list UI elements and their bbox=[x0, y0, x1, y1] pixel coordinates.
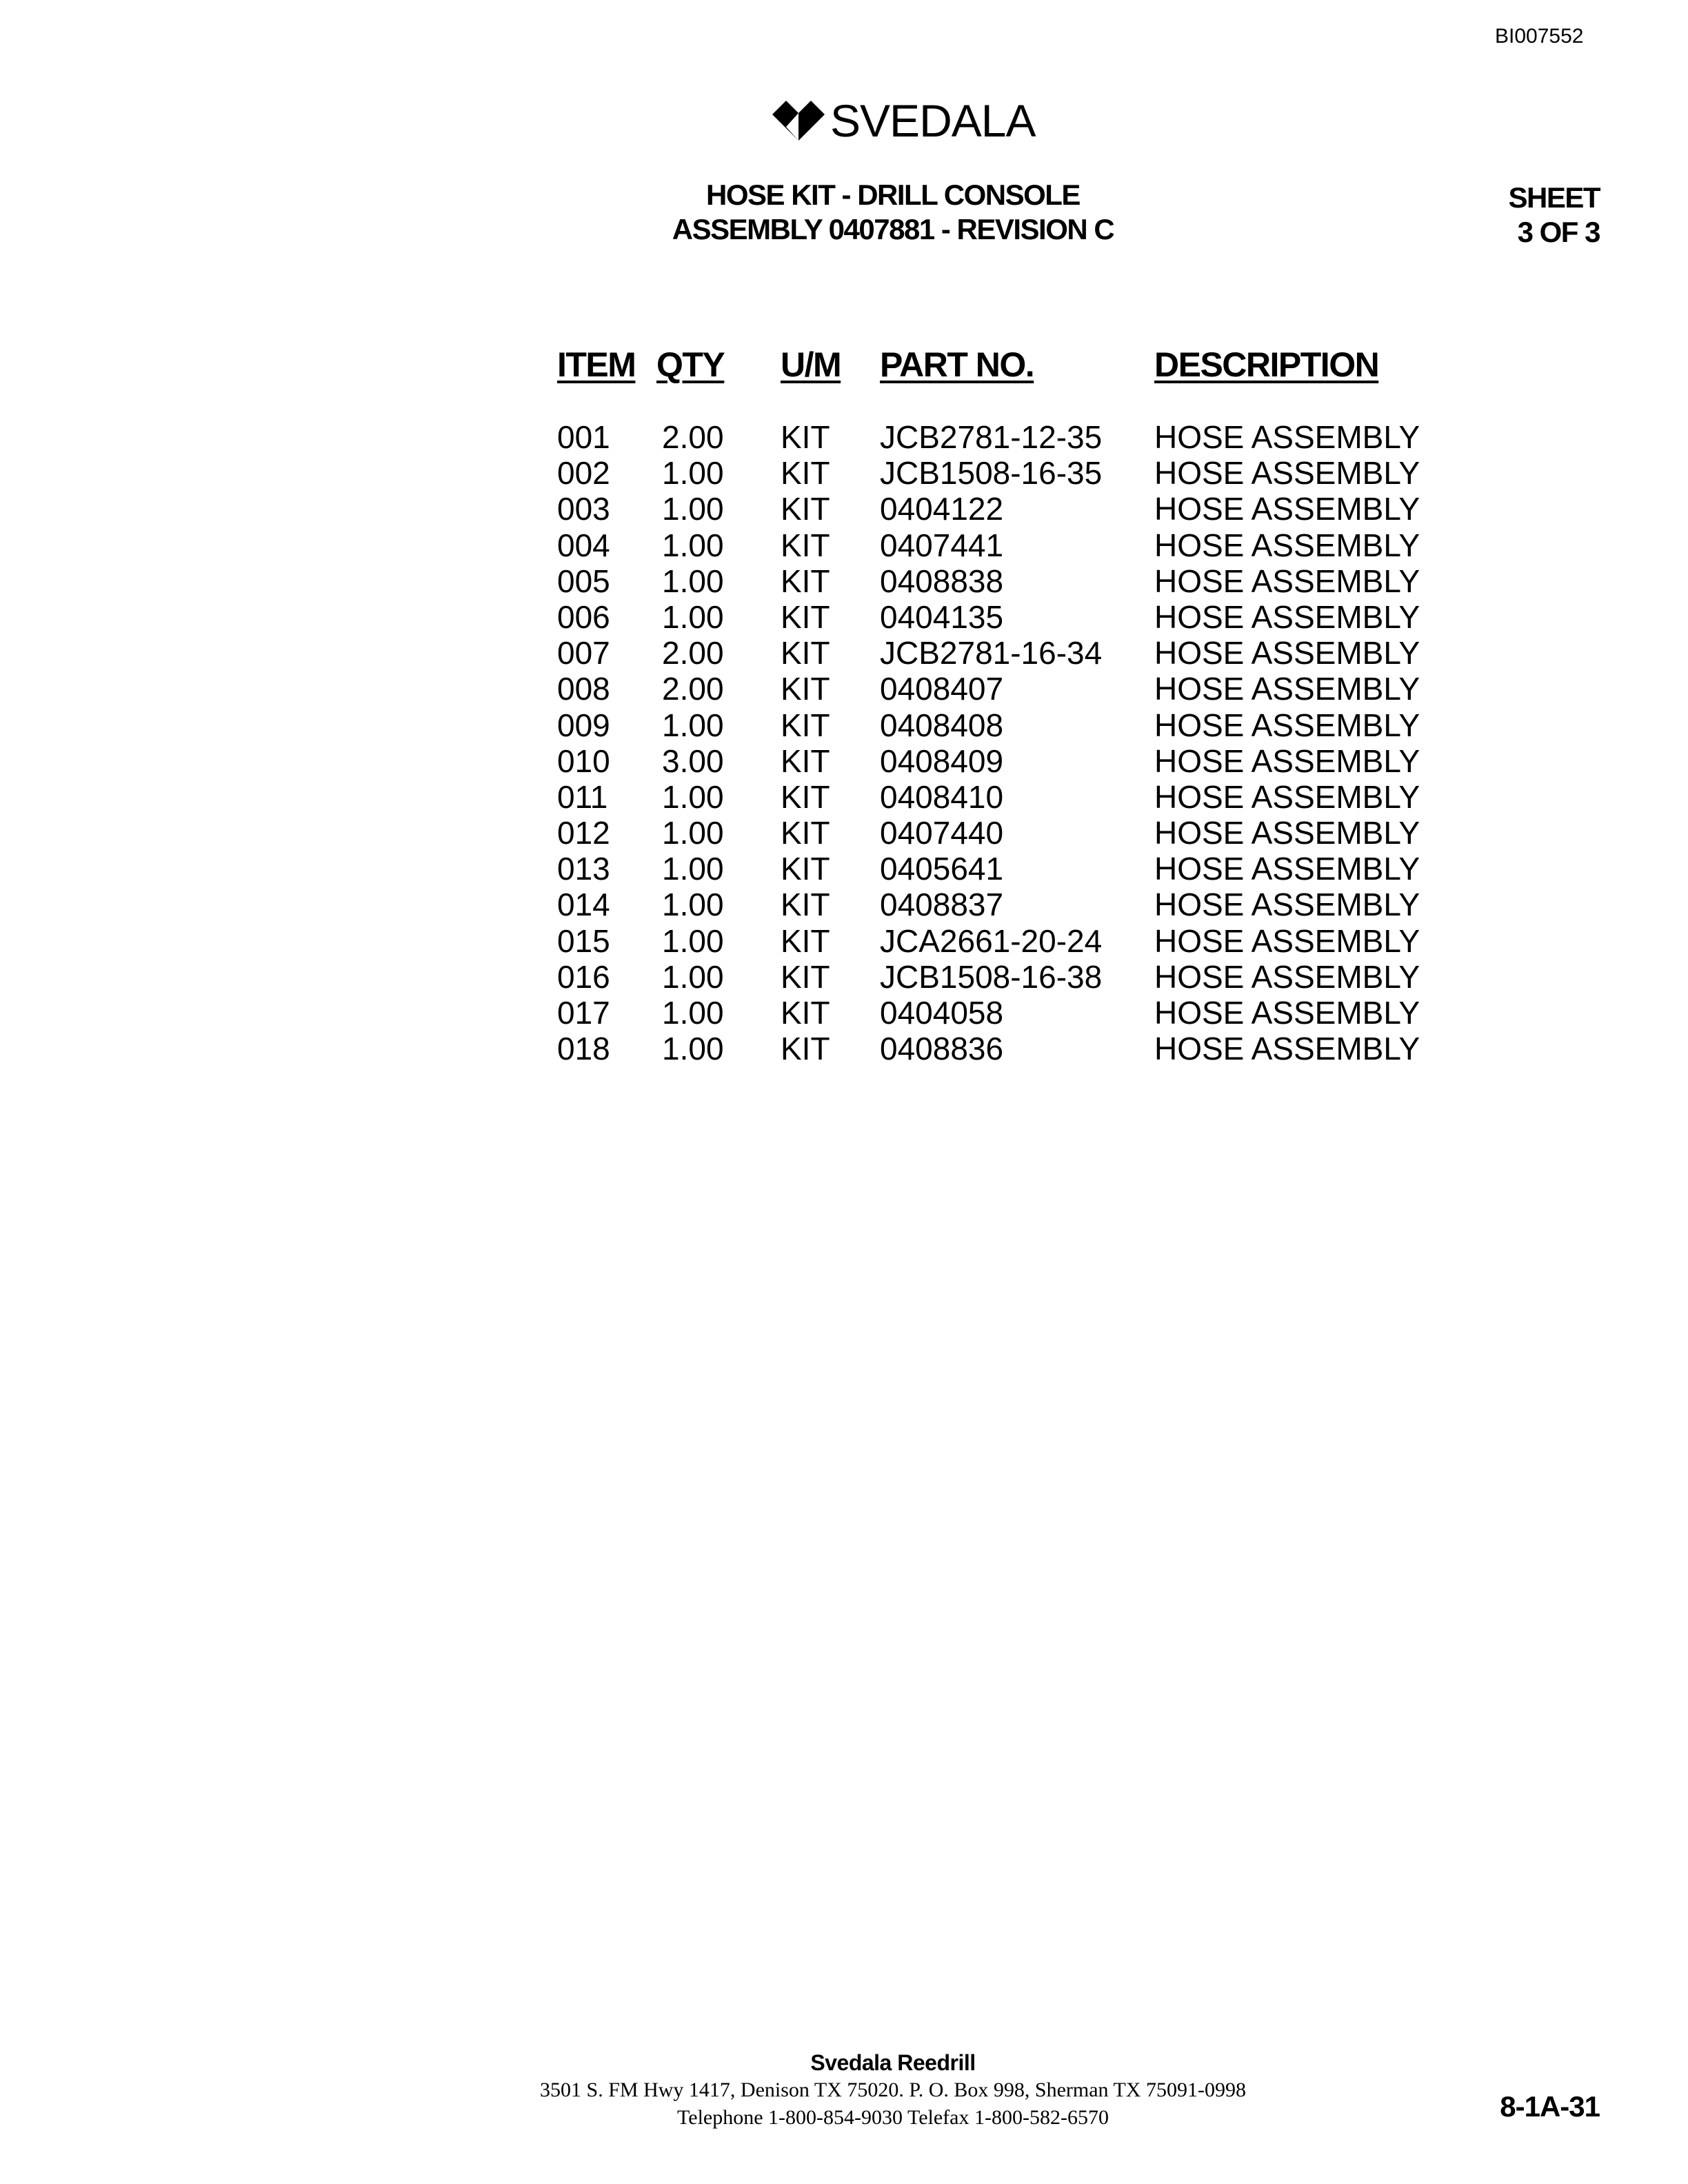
cell-um: KIT bbox=[781, 419, 830, 455]
svedala-diamond-icon bbox=[771, 99, 827, 142]
cell-qty: 1.00 bbox=[662, 995, 724, 1031]
header-description: DESCRIPTION bbox=[1154, 345, 1379, 384]
cell-um: KIT bbox=[781, 527, 830, 563]
cell-item: 017 bbox=[557, 995, 610, 1031]
cell-um: KIT bbox=[781, 958, 830, 995]
cell-item: 007 bbox=[557, 635, 610, 671]
cell-qty: 1.00 bbox=[662, 851, 724, 887]
cell-part-no: 0404122 bbox=[880, 491, 1004, 527]
cell-qty: 3.00 bbox=[662, 742, 724, 779]
cell-part-no: JCB1508-16-35 bbox=[880, 455, 1103, 492]
cell-part-no: 0407440 bbox=[880, 815, 1004, 851]
cell-description: HOSE ASSEMBLY bbox=[1154, 851, 1420, 887]
cell-description: HOSE ASSEMBLY bbox=[1154, 598, 1420, 635]
footer-company: Svedala Reedrill bbox=[810, 2050, 976, 2075]
cell-description: HOSE ASSEMBLY bbox=[1154, 707, 1420, 743]
document-id: BI007552 bbox=[1495, 25, 1584, 48]
cell-part-no: JCB1508-16-38 bbox=[880, 958, 1103, 995]
cell-um: KIT bbox=[781, 922, 830, 959]
cell-um: KIT bbox=[781, 563, 830, 599]
cell-um: KIT bbox=[781, 491, 830, 527]
cell-part-no: JCB2781-12-35 bbox=[880, 419, 1103, 455]
cell-um: KIT bbox=[781, 887, 830, 923]
cell-qty: 1.00 bbox=[662, 707, 724, 743]
cell-description: HOSE ASSEMBLY bbox=[1154, 491, 1420, 527]
cell-description: HOSE ASSEMBLY bbox=[1154, 563, 1420, 599]
header-um: U/M bbox=[781, 345, 841, 384]
cell-qty: 1.00 bbox=[662, 527, 724, 563]
footer-address: 3501 S. FM Hwy 1417, Denison TX 75020. P. O. Box 998, Sherman TX 75091-0998 bbox=[540, 2079, 1246, 2101]
cell-um: KIT bbox=[781, 671, 830, 707]
cell-item: 003 bbox=[557, 491, 610, 527]
cell-qty: 1.00 bbox=[662, 887, 724, 923]
cell-item: 012 bbox=[557, 815, 610, 851]
cell-qty: 2.00 bbox=[662, 635, 724, 671]
cell-item: 005 bbox=[557, 563, 610, 599]
cell-description: HOSE ASSEMBLY bbox=[1154, 635, 1420, 671]
cell-description: HOSE ASSEMBLY bbox=[1154, 455, 1420, 492]
cell-item: 002 bbox=[557, 455, 610, 492]
cell-part-no: 0405641 bbox=[880, 851, 1004, 887]
cell-part-no: 0407441 bbox=[880, 527, 1004, 563]
page-number: 8-1A-31 bbox=[1500, 2090, 1600, 2123]
cell-part-no: JCB2781-16-34 bbox=[880, 635, 1103, 671]
cell-qty: 1.00 bbox=[662, 922, 724, 959]
cell-item: 009 bbox=[557, 707, 610, 743]
title-line-2: ASSEMBLY 0407881 - REVISION C bbox=[672, 213, 1114, 245]
cell-um: KIT bbox=[781, 635, 830, 671]
header-qty: QTY bbox=[656, 345, 725, 384]
header-part-no: PART NO. bbox=[880, 345, 1034, 384]
cell-qty: 1.00 bbox=[662, 455, 724, 492]
cell-description: HOSE ASSEMBLY bbox=[1154, 778, 1420, 815]
cell-um: KIT bbox=[781, 598, 830, 635]
cell-item: 001 bbox=[557, 419, 610, 455]
cell-item: 006 bbox=[557, 598, 610, 635]
cell-qty: 1.00 bbox=[662, 598, 724, 635]
cell-qty: 2.00 bbox=[662, 419, 724, 455]
footer bbox=[414, 2049, 1372, 2132]
sheet-label: SHEET bbox=[1508, 181, 1600, 214]
cell-part-no: 0408837 bbox=[880, 887, 1004, 923]
cell-part-no: 0408409 bbox=[880, 742, 1004, 779]
logo-wordmark: SVEDALA bbox=[830, 95, 1036, 146]
cell-qty: 1.00 bbox=[662, 563, 724, 599]
sheet-indicator bbox=[1476, 181, 1600, 250]
cell-description: HOSE ASSEMBLY bbox=[1154, 995, 1420, 1031]
cell-item: 008 bbox=[557, 671, 610, 707]
cell-um: KIT bbox=[781, 778, 830, 815]
title-line-1: HOSE KIT - DRILL CONSOLE bbox=[706, 179, 1080, 211]
cell-qty: 1.00 bbox=[662, 778, 724, 815]
cell-description: HOSE ASSEMBLY bbox=[1154, 1031, 1420, 1067]
cell-item: 004 bbox=[557, 527, 610, 563]
cell-description: HOSE ASSEMBLY bbox=[1154, 419, 1420, 455]
cell-part-no: JCA2661-20-24 bbox=[880, 922, 1103, 959]
svedala-logo bbox=[771, 97, 1035, 145]
cell-qty: 1.00 bbox=[662, 1031, 724, 1067]
cell-qty: 2.00 bbox=[662, 671, 724, 707]
cell-um: KIT bbox=[781, 742, 830, 779]
cell-um: KIT bbox=[781, 455, 830, 492]
document-title bbox=[483, 178, 1303, 247]
cell-description: HOSE ASSEMBLY bbox=[1154, 887, 1420, 923]
cell-qty: 1.00 bbox=[662, 815, 724, 851]
cell-item: 010 bbox=[557, 742, 610, 779]
cell-qty: 1.00 bbox=[662, 491, 724, 527]
cell-description: HOSE ASSEMBLY bbox=[1154, 958, 1420, 995]
cell-um: KIT bbox=[781, 851, 830, 887]
header-item: ITEM bbox=[557, 345, 636, 384]
cell-part-no: 0408408 bbox=[880, 707, 1004, 743]
cell-item: 016 bbox=[557, 958, 610, 995]
sheet-number: 3 OF 3 bbox=[1517, 216, 1600, 248]
cell-description: HOSE ASSEMBLY bbox=[1154, 742, 1420, 779]
cell-item: 014 bbox=[557, 887, 610, 923]
cell-item: 011 bbox=[557, 778, 608, 815]
cell-part-no: 0404135 bbox=[880, 598, 1004, 635]
cell-um: KIT bbox=[781, 1031, 830, 1067]
cell-part-no: 0408838 bbox=[880, 563, 1004, 599]
cell-item: 013 bbox=[557, 851, 610, 887]
cell-description: HOSE ASSEMBLY bbox=[1154, 922, 1420, 959]
cell-part-no: 0408410 bbox=[880, 778, 1004, 815]
cell-um: KIT bbox=[781, 995, 830, 1031]
cell-um: KIT bbox=[781, 815, 830, 851]
cell-um: KIT bbox=[781, 707, 830, 743]
cell-qty: 1.00 bbox=[662, 958, 724, 995]
cell-part-no: 0408836 bbox=[880, 1031, 1004, 1067]
cell-part-no: 0408407 bbox=[880, 671, 1004, 707]
footer-phone: Telephone 1-800-854-9030 Telefax 1-800-582-6570 bbox=[677, 2106, 1109, 2129]
cell-part-no: 0404058 bbox=[880, 995, 1004, 1031]
cell-item: 015 bbox=[557, 922, 610, 959]
cell-description: HOSE ASSEMBLY bbox=[1154, 815, 1420, 851]
cell-description: HOSE ASSEMBLY bbox=[1154, 671, 1420, 707]
cell-description: HOSE ASSEMBLY bbox=[1154, 527, 1420, 563]
cell-item: 018 bbox=[557, 1031, 610, 1067]
